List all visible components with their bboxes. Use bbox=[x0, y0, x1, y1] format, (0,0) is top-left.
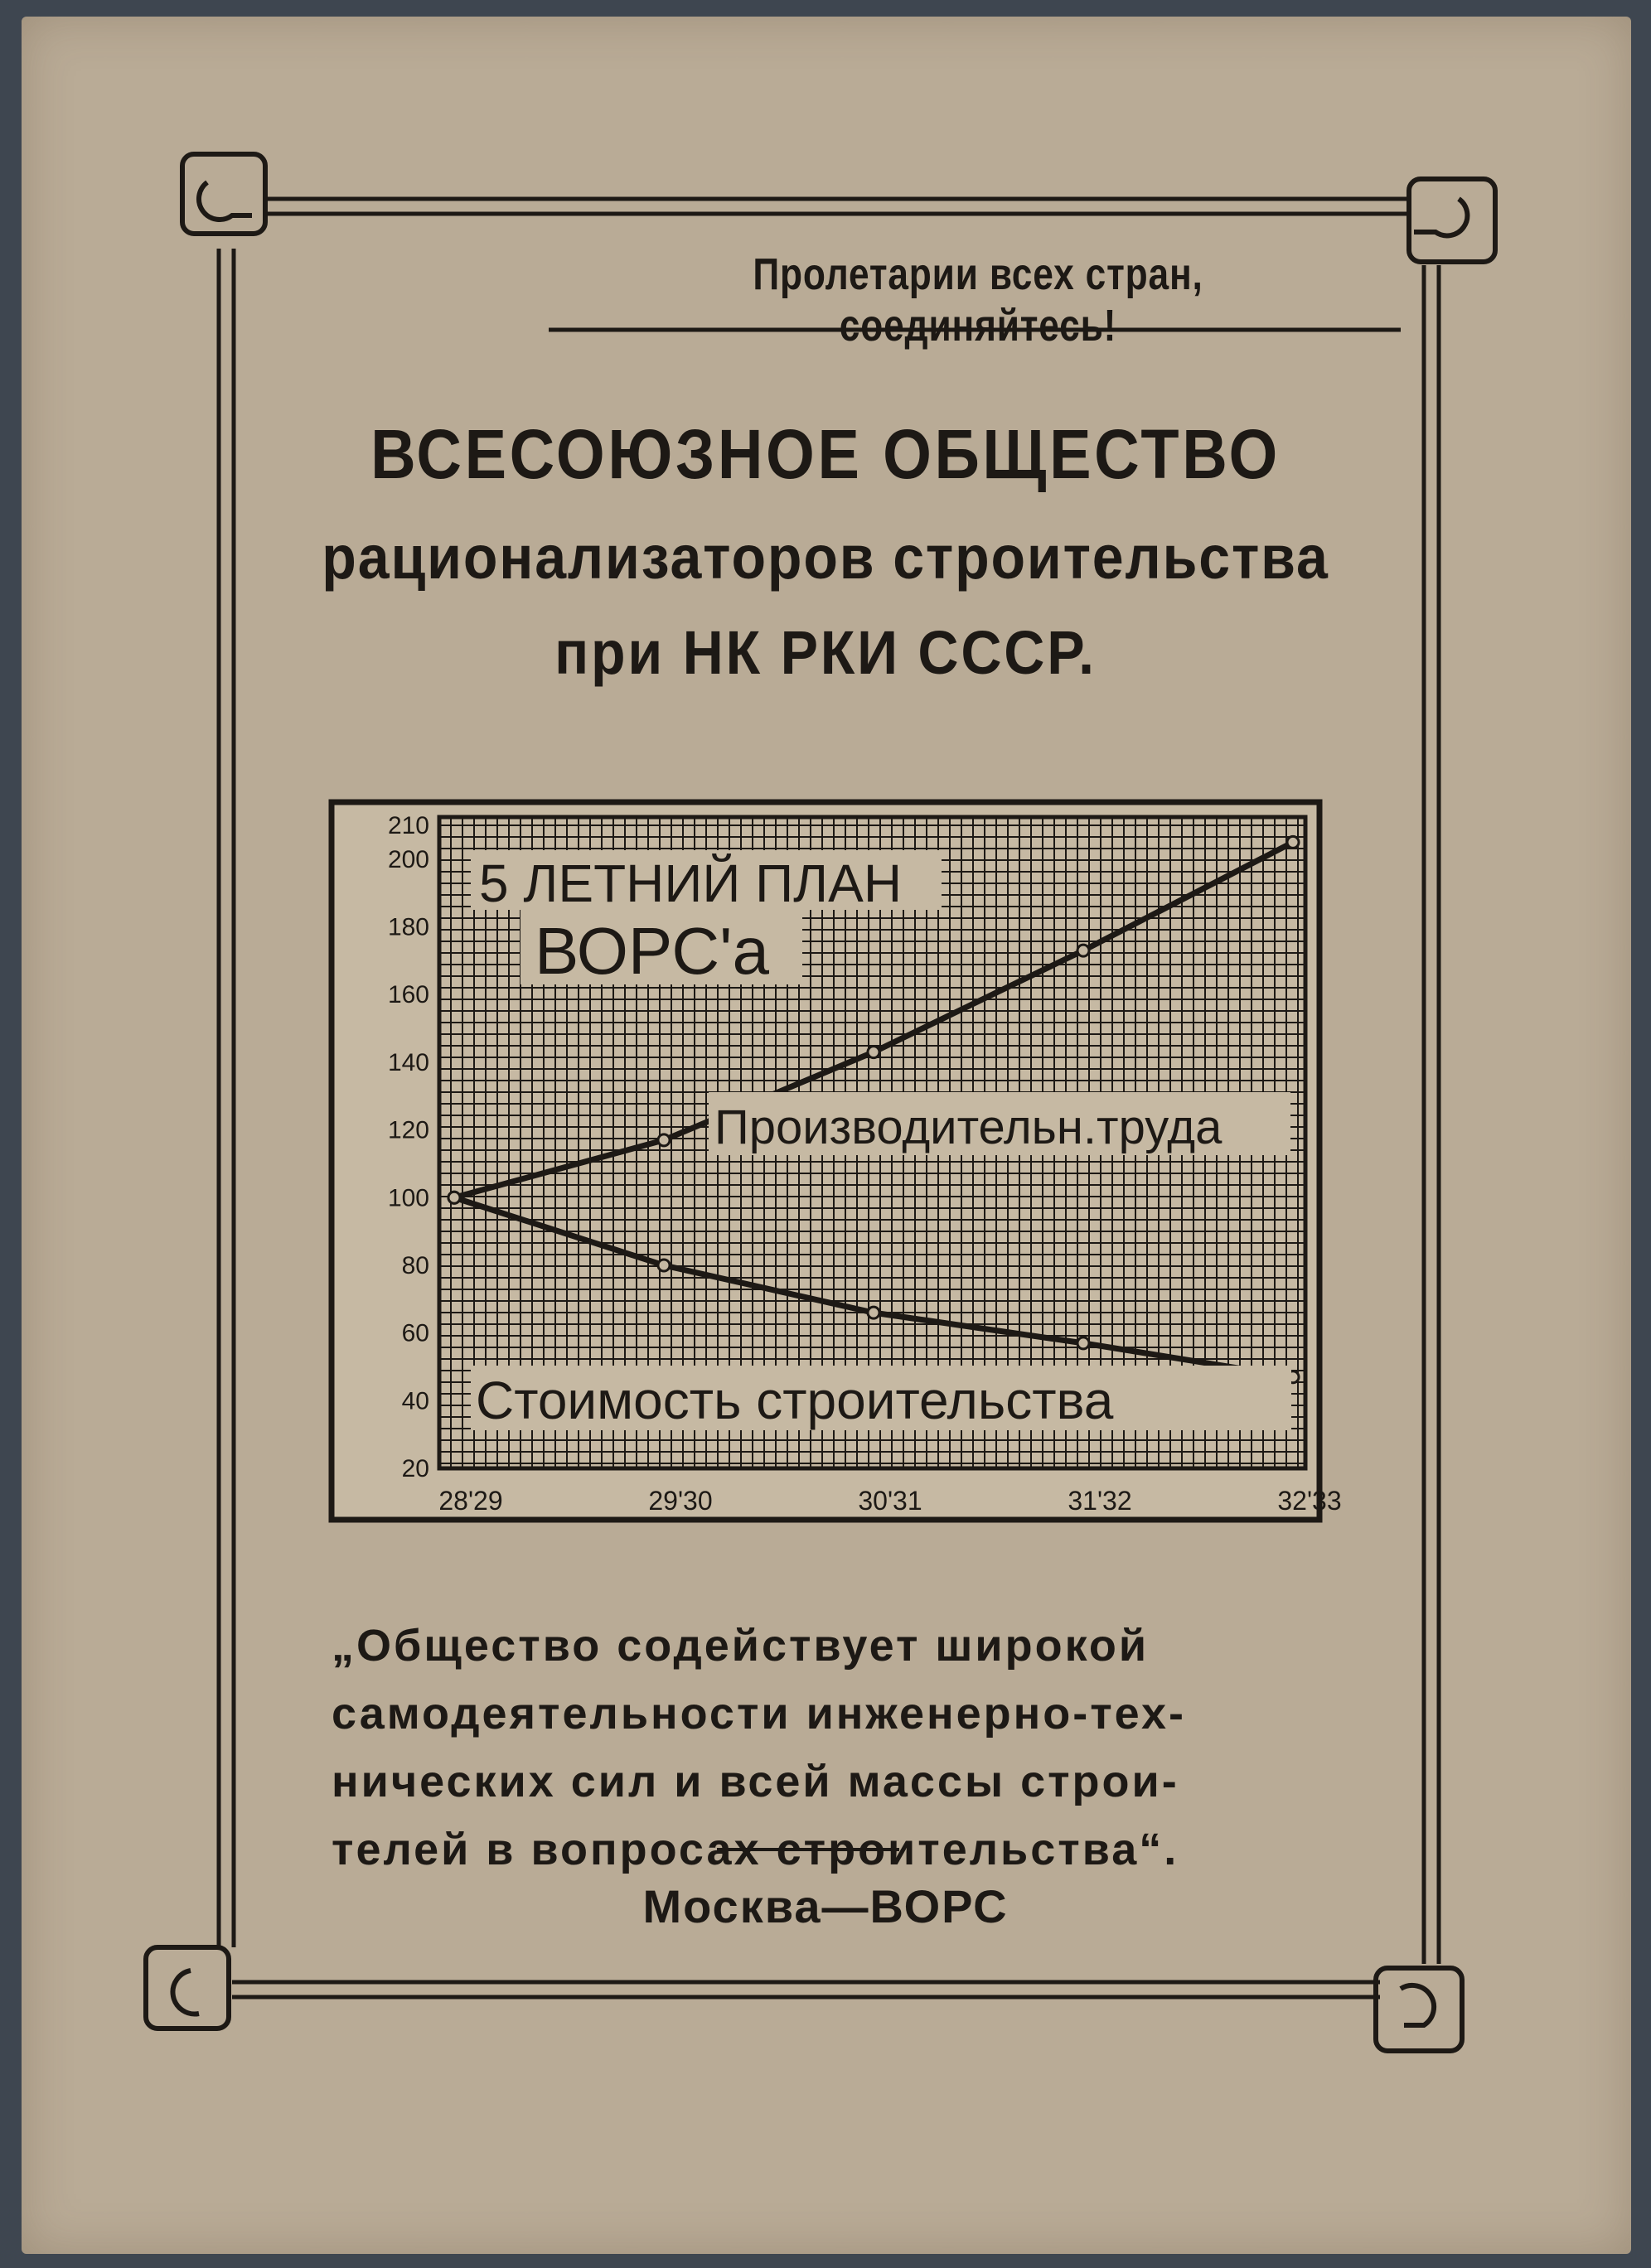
x-tick-label: 31'32 bbox=[1068, 1486, 1132, 1516]
data-point bbox=[1287, 836, 1299, 848]
x-tick-label: 32'33 bbox=[1277, 1486, 1342, 1516]
data-point bbox=[658, 1260, 670, 1271]
y-tick-label: 200 bbox=[387, 845, 429, 873]
x-tick-label: 29'30 bbox=[648, 1486, 713, 1516]
society-affiliation: при НК РКИ СССР. bbox=[554, 618, 1097, 687]
data-point bbox=[658, 1134, 670, 1146]
data-point bbox=[868, 1047, 879, 1058]
society-quote bbox=[332, 1612, 1293, 1884]
y-tick-label: 20 bbox=[401, 1455, 429, 1482]
series-label-cost: Стоимость строительства bbox=[476, 1371, 1114, 1430]
y-tick-label: 100 bbox=[387, 1184, 429, 1212]
series-label-productivity: Производительн.труда bbox=[714, 1100, 1223, 1154]
y-tick-label: 60 bbox=[401, 1319, 429, 1347]
header-motto: Пролетарии всех стран, соединяйтесь! bbox=[753, 249, 1203, 351]
chart-title-line2: ВОРС'а bbox=[535, 914, 769, 988]
quote-line: нических сил и всей массы строи- bbox=[332, 1757, 1179, 1806]
y-tick-label: 80 bbox=[401, 1251, 429, 1279]
quote-line: телей в вопросах строительства“. bbox=[332, 1825, 1179, 1874]
y-tick-label: 160 bbox=[387, 981, 429, 1009]
quote-line: самодеятельности инженерно-тех- bbox=[332, 1689, 1187, 1738]
y-tick-label: 180 bbox=[387, 913, 429, 941]
x-tick-label: 30'31 bbox=[858, 1486, 922, 1516]
data-point bbox=[1077, 945, 1089, 956]
society-subtitle: рационализаторов строительства bbox=[322, 523, 1329, 592]
quote-line: „Общество содействует широкой bbox=[332, 1621, 1150, 1671]
y-tick-label: 140 bbox=[387, 1048, 429, 1076]
data-point bbox=[868, 1307, 879, 1318]
y-tick-label: 210 bbox=[387, 812, 429, 839]
data-point bbox=[448, 1192, 460, 1203]
publisher-imprint: Москва—ВОРС bbox=[642, 1880, 1009, 1932]
y-tick-label: 120 bbox=[387, 1116, 429, 1144]
data-point bbox=[1077, 1337, 1089, 1349]
x-tick-label: 28'29 bbox=[438, 1486, 503, 1516]
chart-title-line1: 5 ЛЕТНИЙ ПЛАН bbox=[479, 854, 903, 913]
society-title: ВСЕСОЮЗНОЕ ОБЩЕСТВО bbox=[370, 415, 1281, 493]
y-tick-label: 40 bbox=[401, 1387, 429, 1415]
